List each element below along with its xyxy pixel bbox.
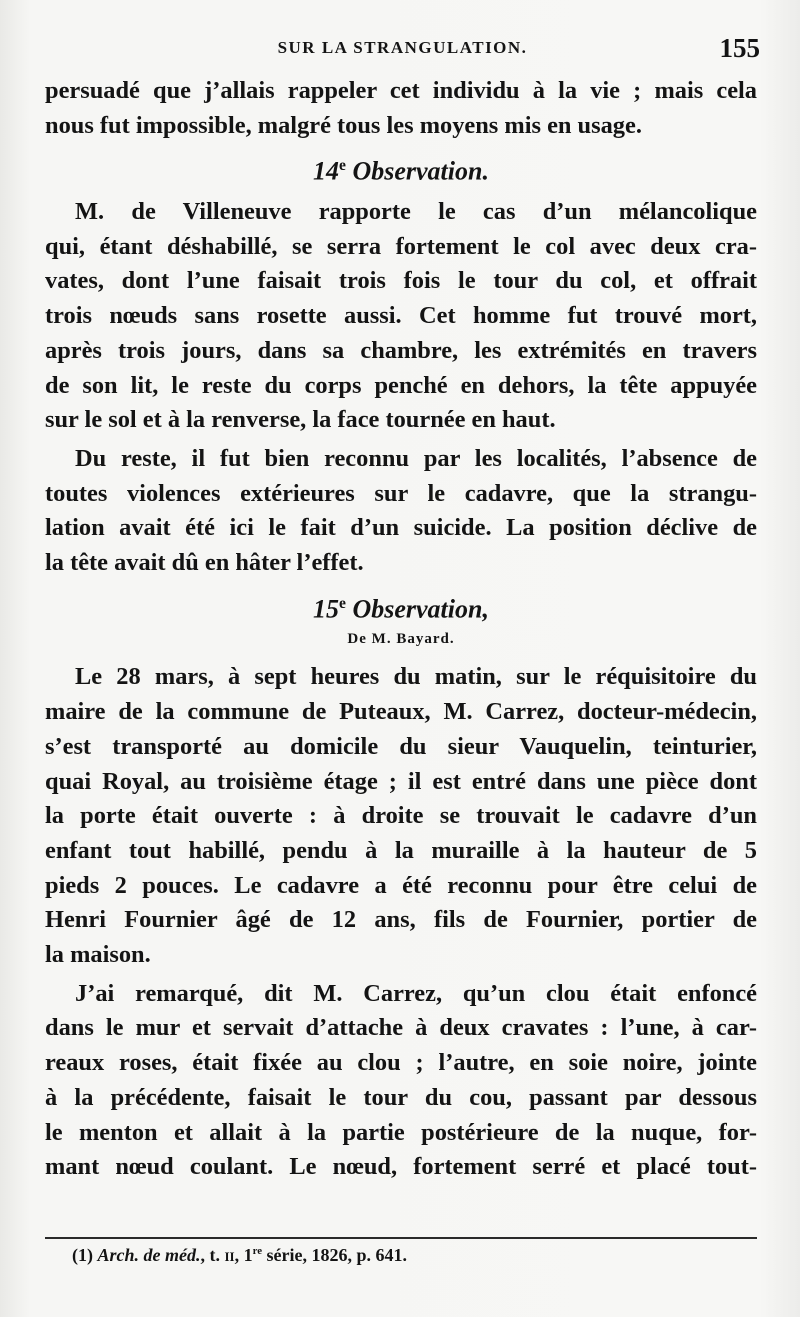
paragraph-3: [45, 442, 757, 581]
text-line: J’ai remarqué, dit M. Carrez, qu’un clou était enfoncé: [75, 979, 757, 1007]
text-line: dans le mur et servait d’attache à deux cravates : l’une, à car-: [45, 1014, 757, 1042]
heading-title: Observation.: [345, 157, 489, 187]
footnote-source: Arch. de méd.: [97, 1245, 201, 1265]
heading-title: Observation,: [345, 594, 489, 624]
text-line: sur le sol et à la renverse, la face tournée en haut.: [45, 406, 556, 434]
footnote-sup: re: [252, 1245, 263, 1257]
text-line: qui, étant déshabillé, se serra fortement le col avec deux cra-: [45, 232, 757, 260]
text-line: M. de Villeneuve rapporte le cas d’un mélancolique: [75, 198, 757, 226]
running-head: SUR LA STRANGULATION.: [277, 38, 528, 57]
text-line: après trois jours, dans sa chambre, les extrémités en travers: [45, 336, 757, 364]
text-line: maire de la commune de Puteaux, M. Carrez, docteur-médecin,: [45, 698, 757, 726]
footnote-text: , 1: [234, 1245, 253, 1265]
heading-suffix: e: [339, 594, 346, 612]
text-line: de son lit, le reste du corps penché en dehors, la tête appuyée: [45, 371, 757, 399]
footnote-text: , t.: [200, 1245, 225, 1265]
footnote-marker: (1): [72, 1245, 98, 1265]
paragraph-1: [45, 74, 757, 143]
paragraph-2: [45, 195, 757, 438]
footnote-tome: ii: [224, 1245, 235, 1265]
page-body: [45, 74, 757, 1189]
paragraph-4: [45, 660, 757, 972]
text-line: la tête avait dû en hâter l’effet.: [45, 549, 364, 577]
text-line: la maison.: [45, 941, 151, 969]
footnote-text: série, 1826, p. 641.: [262, 1245, 407, 1265]
text-line: Henri Fournier âgé de 12 ans, fils de Fournier, portier de: [45, 906, 757, 934]
text-line: Du reste, il fut bien reconnu par les localités, l’absence de: [75, 444, 757, 472]
text-line: le menton et allait à la partie postérieure de la nuque, for-: [45, 1118, 757, 1146]
text-line: mant nœud coulant. Le nœud, fortement serré et placé tout-: [45, 1153, 757, 1181]
footnote-rule: [45, 1237, 757, 1239]
text-line: Le 28 mars, à sept heures du matin, sur le réquisitoire du: [75, 663, 757, 691]
text-line: s’est transporté au domicile du sieur Vauquelin, teinturier,: [45, 732, 757, 760]
observation-15-byline: De M. Bayard.: [347, 631, 455, 648]
text-line: lation avait été ici le fait d’un suicide. La position déclive de: [45, 514, 757, 542]
page-header: [45, 33, 760, 68]
text-line: persuadé que j’allais rappeler cet individu à la vie ; mais cela: [45, 77, 757, 104]
text-line: vates, dont l’une faisait trois fois le tour du col, et offrait: [45, 267, 757, 295]
text-line: reaux roses, était fixée au clou ; l’autre, en soie noire, jointe: [45, 1049, 757, 1077]
heading-number: 15: [313, 594, 340, 624]
text-line: pieds 2 pouces. Le cadavre a été reconnu pour être celui de: [45, 871, 757, 899]
text-line: à la précédente, faisait le tour du cou, passant par dessous: [45, 1083, 757, 1111]
text-line: quai Royal, au troisième étage ; il est entré dans une pièce dont: [45, 767, 757, 795]
paragraph-5: [45, 977, 757, 1185]
text-line: nous fut impossible, malgré tous les moyens mis en usage.: [45, 111, 642, 139]
heading-suffix: e: [339, 157, 346, 175]
observation-14-heading: [45, 147, 757, 191]
heading-number: 14: [313, 157, 340, 187]
text-line: enfant tout habillé, pendu à la muraille à la hauteur de 5: [45, 836, 757, 864]
text-line: la porte était ouverte : à droite se trouvait le cadavre d’un: [45, 802, 757, 830]
footnote: [72, 1245, 407, 1266]
text-line: trois nœuds sans rosette aussi. Cet homme fut trouvé mort,: [45, 302, 757, 330]
text-line: toutes violences extérieures sur le cadavre, que la strangu-: [45, 479, 757, 507]
observation-15-heading: [45, 585, 757, 629]
page-number: 155: [719, 33, 760, 63]
